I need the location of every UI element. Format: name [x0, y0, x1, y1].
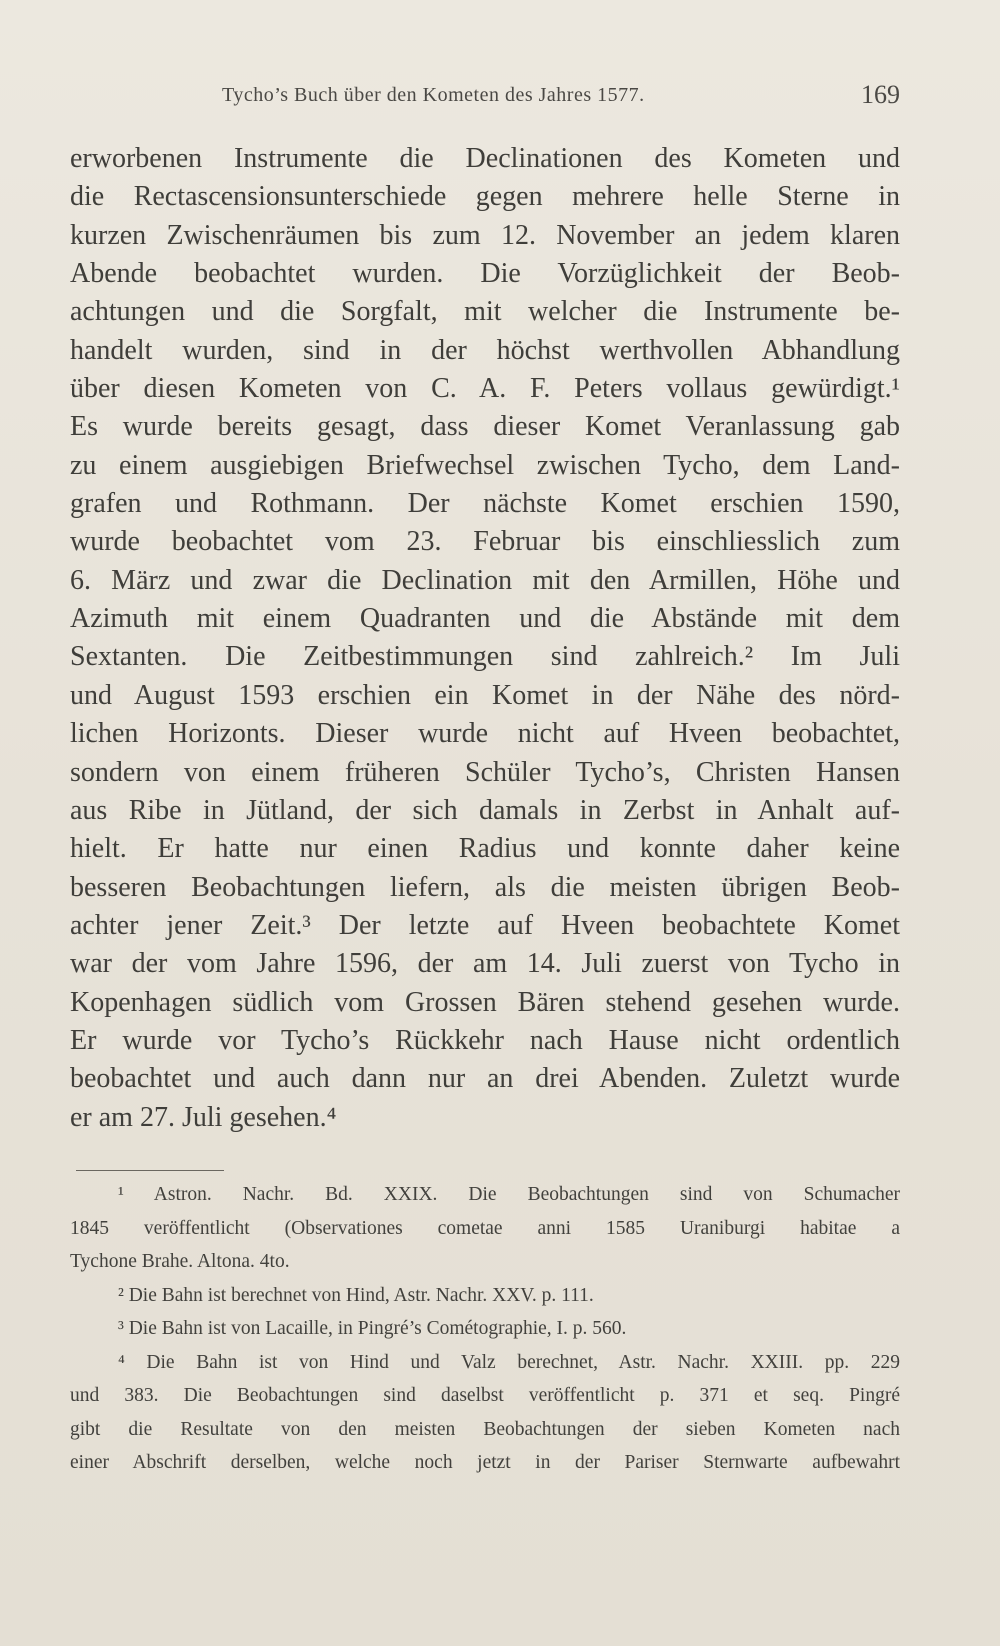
body-line: sondern von einem früheren Schüler Tycho’s, Christen Hansen — [70, 756, 900, 788]
body-line: besseren Beobachtungen liefern, als die meisten übrigen Beob- — [70, 871, 900, 903]
footnote-line: ² Die Bahn ist berechnet von Hind, Astr. Nachr. XXV. p. 111. — [118, 1284, 594, 1306]
body-line: Azimuth mit einem Quadranten und die Abstände mit dem — [70, 603, 900, 635]
body-text — [70, 140, 900, 1137]
body-line: erworbenen Instrumente die Declinationen des Kometen und — [70, 143, 900, 174]
body-line: Sextanten. Die Zeitbestimmungen sind zahlreich.² Im Juli — [70, 641, 900, 673]
body-line: Es wurde bereits gesagt, dass dieser Komet Veranlassung gab — [70, 411, 900, 443]
body-line: beobachtet und auch dann nur an drei Abenden. Zuletzt wurde — [70, 1063, 900, 1095]
running-title: Tycho’s Buch über den Kometen des Jahres 1577. — [222, 84, 645, 106]
body-line: Kopenhagen südlich vom Grossen Bären stehend gesehen wurde. — [70, 986, 900, 1018]
footnote-line: gibt die Resultate von den meisten Beobachtungen der sieben Kometen nach — [70, 1418, 900, 1440]
footnote-line: 1845 veröffentlicht (Observationes cometae anni 1585 Uraniburgi habitae a — [70, 1217, 900, 1239]
body-line: wurde beobachtet vom 23. Februar bis einschliesslich zum — [70, 526, 900, 558]
body-line: aus Ribe in Jütland, der sich damals in Zerbst in Anhalt auf- — [70, 794, 900, 826]
body-line: war der vom Jahre 1596, der am 14. Juli zuerst von Tycho in — [70, 948, 900, 980]
footnotes — [70, 1178, 900, 1480]
body-line: grafen und Rothmann. Der nächste Komet erschien 1590, — [70, 488, 900, 520]
body-line: achter jener Zeit.³ Der letzte auf Hveen beobachtete Komet — [70, 909, 900, 941]
body-line: die Rectascensionsunterschiede gegen mehrere helle Sterne in — [70, 181, 900, 213]
footnote-line: und 383. Die Beobachtungen sind daselbst veröffentlicht p. 371 et seq. Pingré — [70, 1385, 900, 1406]
page-header — [70, 80, 900, 120]
body-line: Abende beobachtet wurden. Die Vorzüglichkeit der Beob- — [70, 258, 900, 290]
body-line: achtungen und die Sorgfalt, mit welcher die Instrumente be- — [70, 296, 900, 328]
body-line: handelt wurden, sind in der höchst werthvollen Abhandlung — [70, 334, 900, 366]
footnote-separator — [76, 1170, 224, 1171]
footnote-line: ¹ Astron. Nachr. Bd. XXIX. Die Beobachtungen sind von Schumacher — [118, 1184, 900, 1205]
page-number: 169 — [861, 80, 900, 109]
footnote-line: ⁴ Die Bahn ist von Hind und Valz berechnet, Astr. Nachr. XXIII. pp. 229 — [118, 1351, 900, 1373]
footnote-line: einer Abschrift derselben, welche noch jetzt in der Pariser Sternwarte aufbewahrt — [70, 1452, 900, 1473]
body-line: hielt. Er hatte nur einen Radius und konnte daher keine — [70, 833, 900, 865]
body-line: zu einem ausgiebigen Briefwechsel zwischen Tycho, dem Land- — [70, 449, 900, 481]
footnote-line: Tychone Brahe. Altona. 4to. — [70, 1251, 290, 1272]
body-line: über diesen Kometen von C. A. F. Peters vollaus gewürdigt.¹ — [70, 373, 900, 405]
footnote-line: ³ Die Bahn ist von Lacaille, in Pingré’s Cométographie, I. p. 560. — [118, 1318, 627, 1339]
body-line: 6. März und zwar die Declination mit den Armillen, Höhe und — [70, 564, 900, 596]
body-line: lichen Horizonts. Dieser wurde nicht auf Hveen beobachtet, — [70, 718, 900, 750]
body-line: er am 27. Juli gesehen.⁴ — [70, 1101, 337, 1133]
body-line: kurzen Zwischenräumen bis zum 12. November an jedem klaren — [70, 219, 900, 251]
body-line: Er wurde vor Tycho’s Rückkehr nach Hause nicht ordentlich — [70, 1024, 900, 1056]
body-line: und August 1593 erschien ein Komet in der Nähe des nörd- — [70, 679, 900, 711]
